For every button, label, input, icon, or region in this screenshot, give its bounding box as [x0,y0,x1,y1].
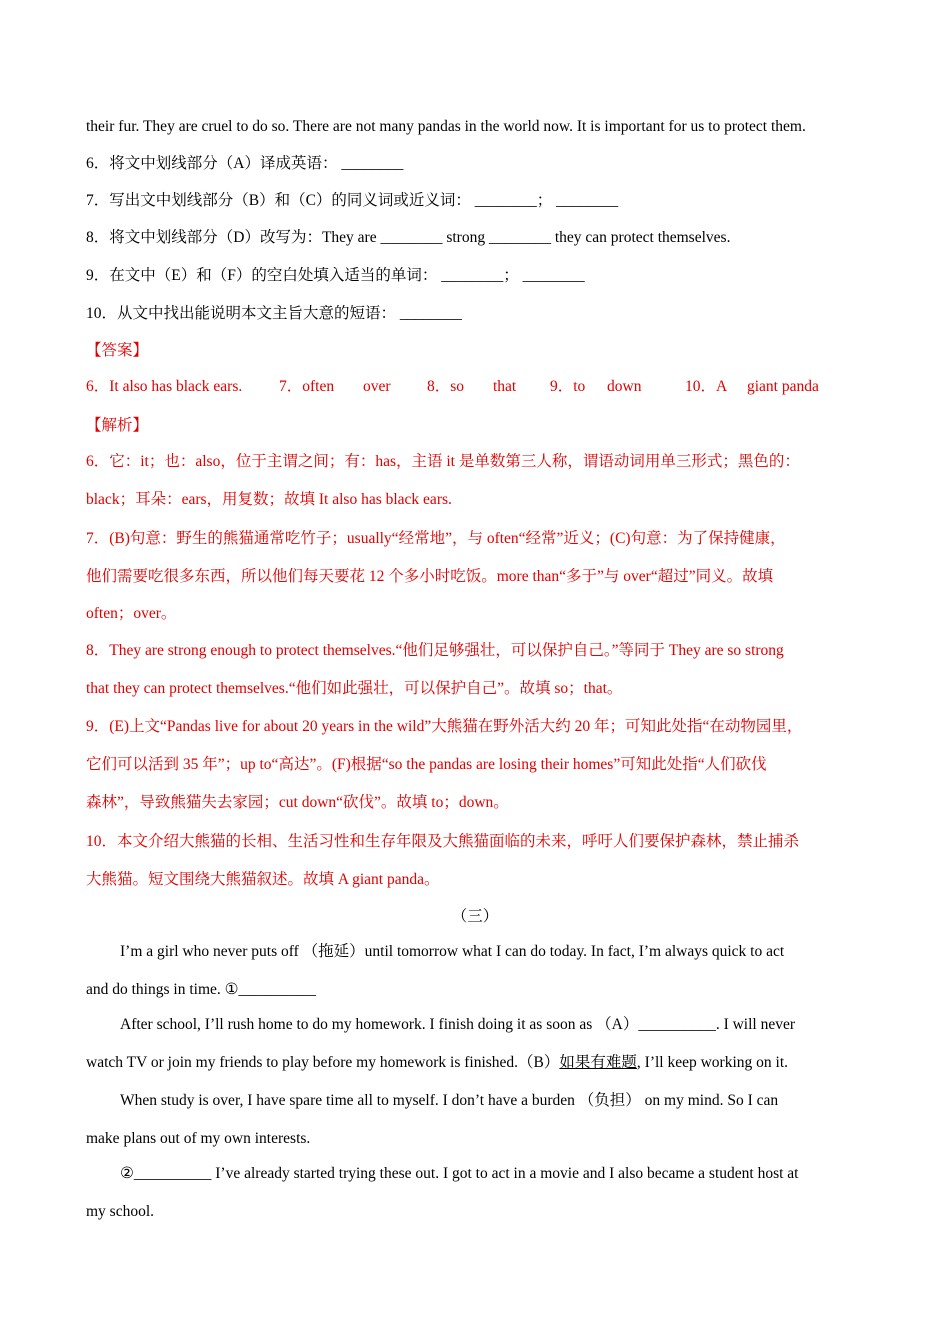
explain-7-line2: 他们需要吃很多东西，所以他们每天要花 12 个多小时吃饭。more than“多于”与 over“超过”同义。故填 [86,568,774,585]
answer-6: 6．It also has black ears. [86,378,243,395]
answer-line [86,377,880,397]
answer-8a: 8．so [427,378,465,395]
answer-10a: 10．A [685,378,728,395]
question-6: 6．将文中划线部分（A）译成英语： ________ [86,155,404,172]
answer-10b: giant panda [747,378,819,395]
analysis-label: 【解析】 [86,417,149,434]
explain-10-line1: 10．本文介绍大熊猫的长相、生活习性和生存年限及大熊猫面临的未来，呼吁人们要保护森林，禁止捕杀 [86,833,800,850]
answer-9b: down [607,378,642,395]
explain-9-line3: 森林”，导致熊猫失去家园；cut down“砍伐”。故填 to；down。 [86,794,509,811]
question-10: 10．从文中找出能说明本文主旨大意的短语： ________ [86,305,462,322]
answer-7a: 7．often [279,378,335,395]
passage-tail: their fur. They are cruel to do so. There are not many pandas in the world now. It is important for us to protect them. [86,118,806,135]
para3-line1: When study is over, I have spare time all to myself. I don’t have a burden （负担） on my mind. So I can [120,1092,779,1109]
explain-8-line1: 8．They are strong enough to protect themselves.“他们足够强壮，可以保护自己。”等同于 They are so strong [86,642,784,659]
underlined-phrase-b: 如果有难题 [559,1054,637,1071]
para3-line2: make plans out of my own interests. [86,1130,311,1147]
answer-8b: that [493,378,517,395]
para4-line1: ②__________ I’ve already started trying these out. I got to act in a movie and I also became a student host at [120,1165,799,1182]
answer-7b: over [363,378,391,395]
para2-line2-start: watch TV or join my friends to play before my homework is finished.（B） [86,1054,560,1071]
para1-line1: I’m a girl who never puts off （拖延）until tomorrow what I can do today. In fact, I’m always quick to act [120,943,785,960]
answer-9a: 9．to [550,378,586,395]
explain-7-line3: often；over。 [86,605,177,622]
explain-9-line2: 它们可以活到 35 年”；up to“高达”。(F)根据“so the pandas are losing their homes”可知此处指“人们砍伐 [86,756,767,773]
explain-7-line1: 7．(B)句意：野生的熊猫通常吃竹子；usually“经常地”，与 often“经常”近义；(C)句意：为了保持健康， [86,530,786,547]
explain-9-line1: 9．(E)上文“Pandas live for about 20 years in the wild”大熊猫在野外活大约 20 年；可知此处指“在动物园里， [86,718,803,735]
section-heading: （三） [451,908,499,925]
question-8: 8．将文中划线部分（D）改写为：They are ________ strong ________ they can protect themselves. [86,229,731,246]
para2-line2-end: , I’ll keep working on it. [636,1054,789,1071]
para1-line2: and do things in time. ①__________ [86,981,317,998]
para4-line2: my school. [86,1203,155,1220]
explain-6-line1: 6．它：it；也：also，位于主谓之间；有：has，主语 it 是单数第三人称，谓语动词用单三形式；黑色的： [86,453,800,470]
explain-10-line2: 大熊猫。短文围绕大熊猫叙述。故填 A giant panda。 [86,871,440,888]
question-7: 7．写出文中划线部分（B）和（C）的同义词或近义词： ________； ________ [86,192,619,209]
explain-8-line2: that they can protect themselves.“他们如此强壮，可以保护自己”。故填 so；that。 [86,680,623,697]
answer-label: 【答案】 [86,342,149,359]
para2-line2 [86,1053,880,1073]
question-9: 9．在文中（E）和（F）的空白处填入适当的单词： ________； ________ [86,267,585,284]
explain-6-line2: black；耳朵：ears，用复数；故填 It also has black ears. [86,491,452,508]
para2-line1: After school, I’ll rush home to do my homework. I finish doing it as soon as （A）__________. I will never [120,1016,796,1033]
